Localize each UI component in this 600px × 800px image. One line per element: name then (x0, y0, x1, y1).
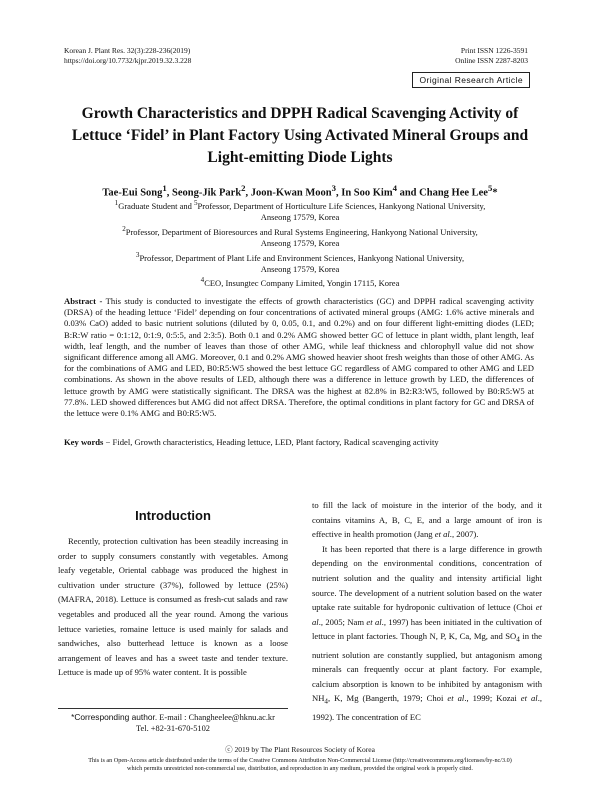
et-al: et al (447, 693, 465, 704)
affil-sup: 3 (135, 250, 140, 259)
text-run: in the nutrient solution are constantly supplied, but antagonism among minerals can frequently occur at plant factory. For example, calcium absorption is known to be inhibited by antagonism with NH (312, 631, 542, 704)
license-line-1: This is an Open-Access article distributed under the terms of the Creative Commons Attribution Non-Commercial License (http://creativecommons.org/licenses/by-nc/3.0) (88, 757, 512, 764)
affiliation-3 (80, 250, 520, 264)
text-run: It has been reported that there is a large difference in growth depending on the environmental conditions, concentration of nutrient solution and the quality and intensity artificial light source. The development of a nutrient solution based on the water uptake rate suitable for hydroponic cultivation of lettuce (Choi (312, 543, 542, 613)
title-line-2: Lettuce ‘Fidel’ in Plant Factory Using Activated Mineral Groups and (71, 127, 529, 144)
left-column (58, 534, 288, 680)
et-al: et al (366, 616, 382, 627)
et-al: et al (520, 693, 538, 704)
affiliation-2-city: Anseong 17579, Korea (260, 238, 340, 249)
affiliation-3-city: Anseong 17579, Korea (260, 263, 340, 274)
print-issn: Print ISSN 1226-3591 (460, 46, 528, 55)
abstract-label: Abstract - (64, 296, 103, 306)
affiliation-1-city: Anseong 17579, Korea (260, 212, 340, 223)
affiliation-1 (80, 198, 520, 212)
intro-paragraph-1: Recently, protection cultivation has been steadily increasing in order to supply consumers constantly with vegetables. Among leafy vegetable, Oriental cabbage was produced the highest in cultivation under structure (37%), followed by lettuce (25%) (MAFRA, 2018). Lettuce is consumed as fresh-cut salads and raw vegetables and produced all the year round. Among the various lettuce varieties, romaine lettuce is used mainly for salads and sandwiches, also butterhead lettuce is known as a loose arrangement of leaves and has a sweet taste and tender texture. Lettuce is made up of 95% water content. It is possible (58, 536, 288, 678)
author-affil-sup: 4 (392, 183, 397, 193)
affiliation-2 (80, 224, 520, 238)
article-type-badge: Original Research Article (412, 72, 530, 88)
author-name: In Soo Kim (341, 187, 393, 199)
author-affil-sup: 1 (162, 183, 167, 193)
text-run: , K, Mg (Bangerth, 1979; Choi (328, 693, 448, 704)
affil-text: Graduate Student and (118, 200, 194, 211)
right-paragraph-2 (312, 542, 542, 725)
keywords-text: Fidel, Growth characteristics, Heading lettuce, LED, Plant factory, Radical scavenging activity (112, 437, 439, 447)
keywords (64, 437, 534, 448)
keywords-label: Key words (64, 437, 104, 447)
issn-block (455, 46, 528, 66)
author-list: Tae-Eui Song$^1$, Seong-Jik Park$^2$, Joon-Kwan Moon$^3$, In Soo Kim$^4$ and Chang Hee Lee$^5$* (102, 183, 498, 199)
corresponding-label: *Corresponding author. (71, 712, 158, 722)
subscript: 4 (516, 636, 520, 645)
keywords-separator: − (103, 437, 113, 447)
text-run: ., 2005; Nam (318, 616, 367, 627)
subscript: 4 (324, 698, 328, 707)
copyright-notice: ⓒ 2019 by The Plant Resources Society of Korea (225, 745, 375, 754)
corresponding-line-1 (58, 712, 288, 723)
author-name: Seong-Jik Park (172, 187, 242, 199)
author-name: and Chang Hee Lee (399, 187, 488, 199)
right-paragraph-1 (312, 498, 542, 542)
affil-text: Professor, Department of Bioresources and Rural Systems Engineering, Hankyong National University, (125, 226, 478, 237)
text-run: ., 1997) has been initiated in the cultivation of lettuce in plant factories. Though N, P, K, Ca, Mg, and SO (312, 616, 542, 642)
et-al: et al (312, 602, 542, 627)
corresponding-author-note (58, 712, 288, 734)
text-run: ., 1999; Kozai (464, 693, 521, 704)
author-affil-sup: 3 (331, 183, 336, 193)
et-al: et al (434, 529, 450, 540)
journal-ref: Korean J. Plant Res. 32(3):228-236(2019) (64, 46, 191, 55)
journal-header (64, 46, 191, 66)
affil-text: Professor, Department of Plant Life and Environment Sciences, Hankyong National University, (139, 252, 465, 263)
author-name: Tae-Eui Song (102, 187, 163, 199)
affil-text: Professor, Department of Horticulture Life Sciences, Hankyong National University, (197, 200, 486, 211)
affil-sup: 2 (122, 224, 126, 233)
text-run: to fill the lack of moisture in the interior of the body, and it contains vitamins A, B, C, E, and a large amount of iron is effective in health promotion (Jang (312, 500, 542, 540)
right-column (312, 498, 542, 724)
title-line-1: Growth Characteristics and DPPH Radical Scavenging Activity of (81, 105, 519, 122)
affiliations (80, 198, 520, 290)
text-run: ., 1992). The concentration of EC (312, 693, 542, 722)
footnote-divider (58, 708, 288, 709)
affil-sup: 5 (193, 199, 198, 207)
abstract (64, 296, 534, 419)
author-name: Joon-Kwan Moon (250, 187, 332, 199)
license-notice (50, 757, 550, 773)
online-issn: Online ISSN 2287-8203 (455, 56, 528, 65)
text-run: ., 2007). (449, 529, 479, 540)
author-affil-sup: 2 (241, 183, 246, 193)
affil-sup: 4 (200, 276, 205, 285)
affil-sup: 1 (114, 199, 119, 207)
title-line-3: Light-emitting Diode Lights (207, 149, 393, 166)
abstract-text: This study is conducted to investigate the effects of growth characteristics (GC) and DPPH radical scavenging activity (DRSA) of the heading lettuce ‘Fidel’ depending on four concentrations of activated mineral groups (AMG: 1.6% active minerals and 0.03% CaO) added to basic nutrient solutions (diluted by 0, 0.05, 0.1, and 0.2%) and on four different light-emitting diodes (LED; B:R:W ratio = 0:1:12, 0:1:9, 0:5:5, and 2:3:5). Both 0.1 and 0.2% AMG showed better GC of lettuce in plant width, plant length, leaf width, leaf length, and the number of leaves than those of other AMG, while leaf thickness and chlorophyll value did not show significant difference among all AMG. Moreover, 0.1 and 0.2% AMG showed heavier shoot fresh weights than those of other AMG. As for the combinations of AMG and LED, B0:R5:W5 showed the best lettuce GC regardless of AMG compared to other AMG and LED combinations. As shown in the above results of LED, although there was a difference in lettuce growth by LED, the differences of lettuce growth by AMG were statistically significant. The DRSA was the highest at 82.8% in B2:R3:W5, followed by B0:R5:W5 at 77.8%. LED showed differences but AMG did not affect DRSA. Therefore, the optimal conditions in plant factory for GC and DRSA of the lettuce were 0.1% AMG and B0:R5:W5. (64, 296, 534, 419)
paper-title (60, 103, 540, 169)
corresponding-tel: Tel. +82-31-670-5102 (136, 724, 210, 733)
section-heading-introduction: Introduction (135, 508, 211, 523)
affil-text: CEO, Insungtec Company Limited, Yongin 17115, Korea (204, 278, 400, 289)
doi-link[interactable]: https://doi.org/10.7732/kjpr.2019.32.3.228 (64, 56, 192, 65)
corresponding-star: * (492, 187, 498, 199)
corresponding-email[interactable]: E-mail : Changheelee@hknu.ac.kr (157, 713, 275, 722)
license-line-2: which permits unrestricted non-commercial use, distribution, and reproduction in any medium, provided the original work is properly cited. (127, 765, 473, 772)
affiliation-4 (80, 275, 520, 289)
author-affil-sup: 5 (487, 183, 493, 193)
